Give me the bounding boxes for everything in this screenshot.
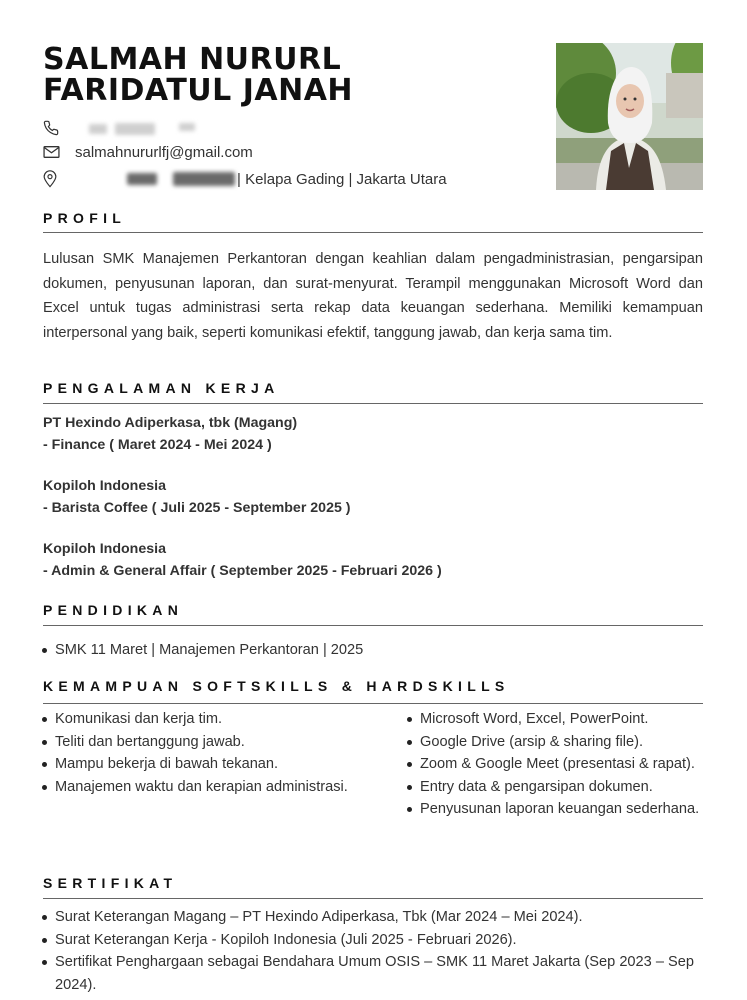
divider — [43, 703, 703, 704]
list-item: Entry data & pengarsipan dokumen. — [406, 776, 704, 799]
experience-item — [43, 538, 442, 582]
experience-role: - Admin & General Affair ( September 2025 - Februari 2026 ) — [43, 563, 442, 579]
experience-item — [43, 412, 297, 456]
address-row — [43, 170, 447, 188]
experience-role: - Barista Coffee ( Juli 2025 - September 2025 ) — [43, 500, 351, 516]
divider — [43, 403, 703, 404]
certificates-list — [41, 906, 703, 996]
phone-row — [43, 119, 195, 137]
experience-company: Kopiloh Indonesia — [43, 541, 166, 557]
experience-role: - Finance ( Maret 2024 - Mei 2024 ) — [43, 437, 272, 453]
mail-icon — [43, 143, 61, 161]
profile-photo — [556, 43, 703, 190]
experience-company: Kopiloh Indonesia — [43, 478, 166, 494]
education-list — [41, 639, 701, 662]
list-item: Microsoft Word, Excel, PowerPoint. — [406, 708, 704, 731]
list-item: Zoom & Google Meet (presentasi & rapat). — [406, 753, 704, 776]
divider — [43, 898, 703, 899]
list-item: Google Drive (arsip & sharing file). — [406, 731, 704, 754]
redacted-phone-part — [89, 124, 107, 134]
redacted-address-part — [127, 173, 157, 185]
section-title-certificates: SERTIFIKAT — [43, 875, 178, 891]
section-title-profile: PROFIL — [43, 210, 127, 226]
hardskills-list — [406, 708, 704, 821]
email-row — [43, 143, 253, 161]
list-item: Sertifikat Penghargaan sebagai Bendahara Umum OSIS – SMK 11 Maret Jakarta (Sep 2023 – Sep 2024). — [41, 951, 703, 996]
redacted-address-part — [173, 172, 235, 186]
list-item: Komunikasi dan kerja tim. — [41, 708, 357, 731]
name-line-2: FARIDATUL JANAH — [43, 73, 354, 108]
profile-summary: Lulusan SMK Manajemen Perkantoran dengan keahlian dalam pengadministrasian, pengarsipan dokumen, penyusunan laporan, dan surat-menyurat. Terampil menggunakan Microsoft Word dan Excel untuk tugas administrasi serta rekap data keuangan sederhana. Memiliki kemampuan interpersonal yang baik, seperti komunikasi efektif, tanggung jawab, dan kerja sama tim. — [43, 251, 703, 341]
divider — [43, 232, 703, 233]
redacted-phone-part — [115, 123, 155, 135]
list-item: Mampu bekerja di bawah tekanan. — [41, 753, 357, 776]
list-item: Penyusunan laporan keuangan sederhana. — [406, 798, 704, 821]
section-title-skills: KEMAMPUAN SOFTSKILLS & HARDSKILLS — [43, 678, 510, 694]
phone-icon — [43, 119, 61, 137]
section-title-experience: PENGALAMAN KERJA — [43, 380, 280, 396]
list-item: Teliti dan bertanggung jawab. — [41, 731, 357, 754]
list-item: Manajemen waktu dan kerapian administrasi. — [41, 776, 357, 799]
candidate-name — [43, 44, 353, 106]
experience-item — [43, 475, 351, 519]
list-item: Surat Keterangan Magang – PT Hexindo Adiperkasa, Tbk (Mar 2024 – Mei 2024). — [41, 906, 703, 929]
softskills-list — [41, 708, 357, 798]
name-line-1: SALMAH NURURL — [43, 42, 342, 77]
section-title-education: PENDIDIKAN — [43, 602, 184, 618]
divider — [43, 625, 703, 626]
redacted-phone-part — [179, 123, 195, 131]
address-text: | Kelapa Gading | Jakarta Utara — [237, 170, 447, 188]
location-pin-icon — [43, 170, 61, 188]
list-item: SMK 11 Maret | Manajemen Perkantoran | 2025 — [41, 639, 701, 662]
email-text: salmahnururlfj@gmail.com — [75, 143, 253, 161]
experience-company: PT Hexindo Adiperkasa, tbk (Magang) — [43, 415, 298, 431]
list-item: Surat Keterangan Kerja - Kopiloh Indonesia (Juli 2025 - Februari 2026). — [41, 929, 703, 952]
